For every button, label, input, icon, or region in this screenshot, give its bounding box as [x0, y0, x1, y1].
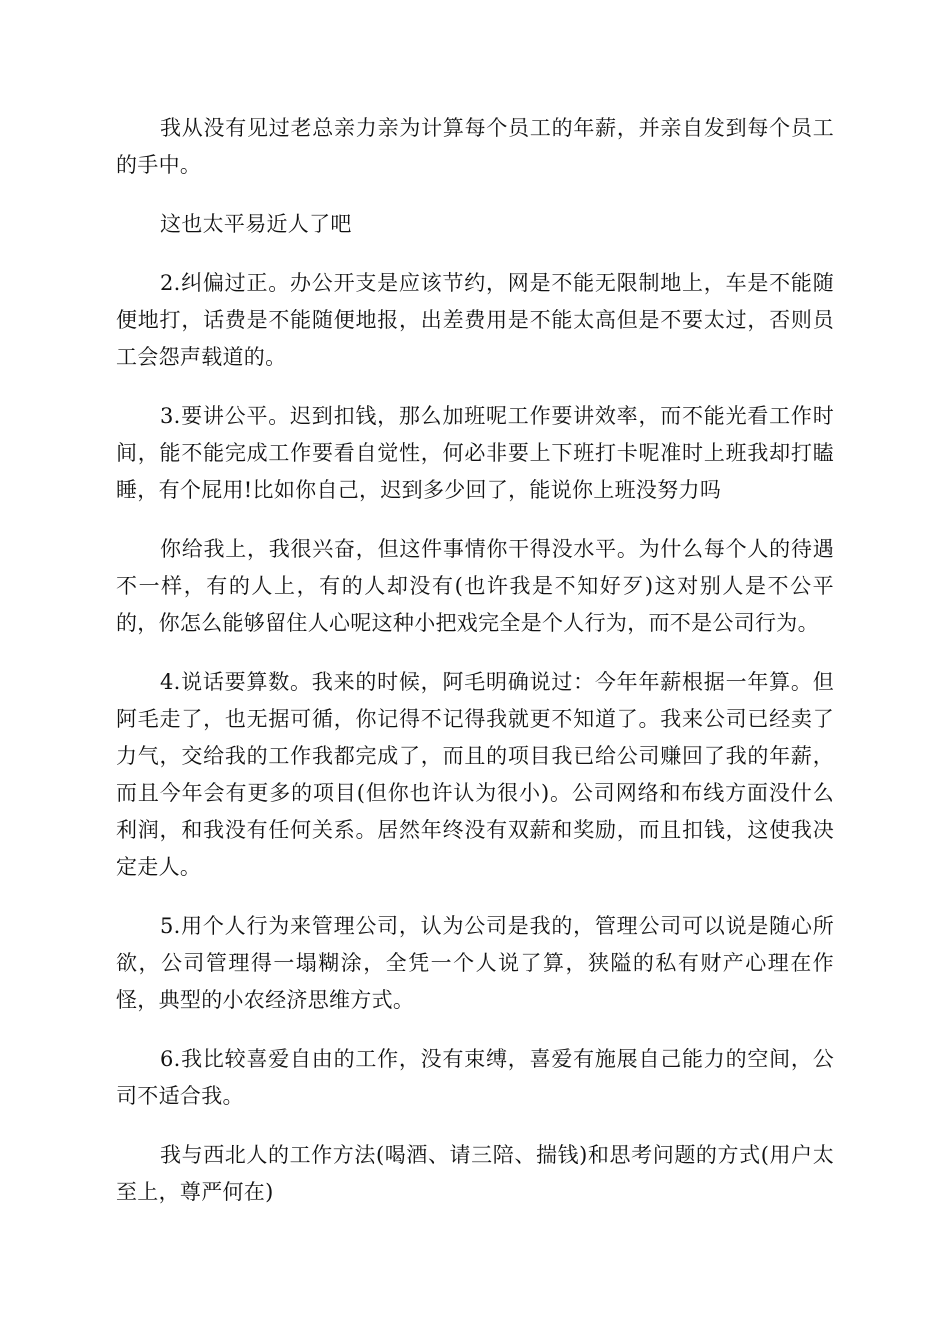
paragraph-7: 5.用个人行为来管理公司，认为公司是我的，管理公司可以说是随心所欲，公司管理得一塌糊涂，全凭一个人说了算，狭隘的私有财产心理在作怪，典型的小农经济思维方式。	[116, 914, 834, 1012]
paragraph-6: 4.说话要算数。我来的时候，阿毛明确说过：今年年薪根据一年算。但阿毛走了，也无据可循，你记得不记得我就更不知道了。我来公司已经卖了力气，交给我的工作我都完成了，而且的项目我已给公司赚回了我的年薪，而且今年会有更多的项目(但你也许认为很小)。公司网络和布线方面没什么利润，和我没有任何关系。居然年终没有双薪和奖励，而且扣钱，这使我决定走人。	[116, 670, 834, 879]
paragraph-1: 我从没有见过老总亲力亲为计算每个员工的年薪，并亲自发到每个员工的手中。	[116, 116, 834, 177]
paragraph-4: 3.要讲公平。迟到扣钱，那么加班呢工作要讲效率，而不能光看工作时间，能不能完成工作要看自觉性，何必非要上下班打卡呢准时上班我却打瞌睡，有个屁用!比如你自己，迟到多少回了，能说你上班没努力吗	[116, 404, 834, 502]
paragraph-2: 这也太平易近人了吧	[160, 212, 352, 236]
paragraph-5: 你给我上，我很兴奋，但这件事情你干得没水平。为什么每个人的待遇不一样，有的人上，有的人却没有(也许我是不知好歹)这对别人是不公平的，你怎么能够留住人心呢这种小把戏完全是个人行为，而不是公司行为。	[116, 537, 834, 635]
paragraph-3: 2.纠偏过正。办公开支是应该节约，网是不能无限制地上，车是不能随便地打，话费是不能随便地报，出差费用是不能太高但是不要太过，否则员工会怨声载道的。	[116, 271, 834, 369]
paragraph-9: 我与西北人的工作方法(喝酒、请三陪、揣钱)和思考问题的方式(用户太至上，尊严何在)	[116, 1143, 834, 1204]
paragraph-8: 6.我比较喜爱自由的工作，没有束缚，喜爱有施展自己能力的空间，公司不适合我。	[116, 1047, 834, 1108]
document-body	[116, 110, 834, 1233]
